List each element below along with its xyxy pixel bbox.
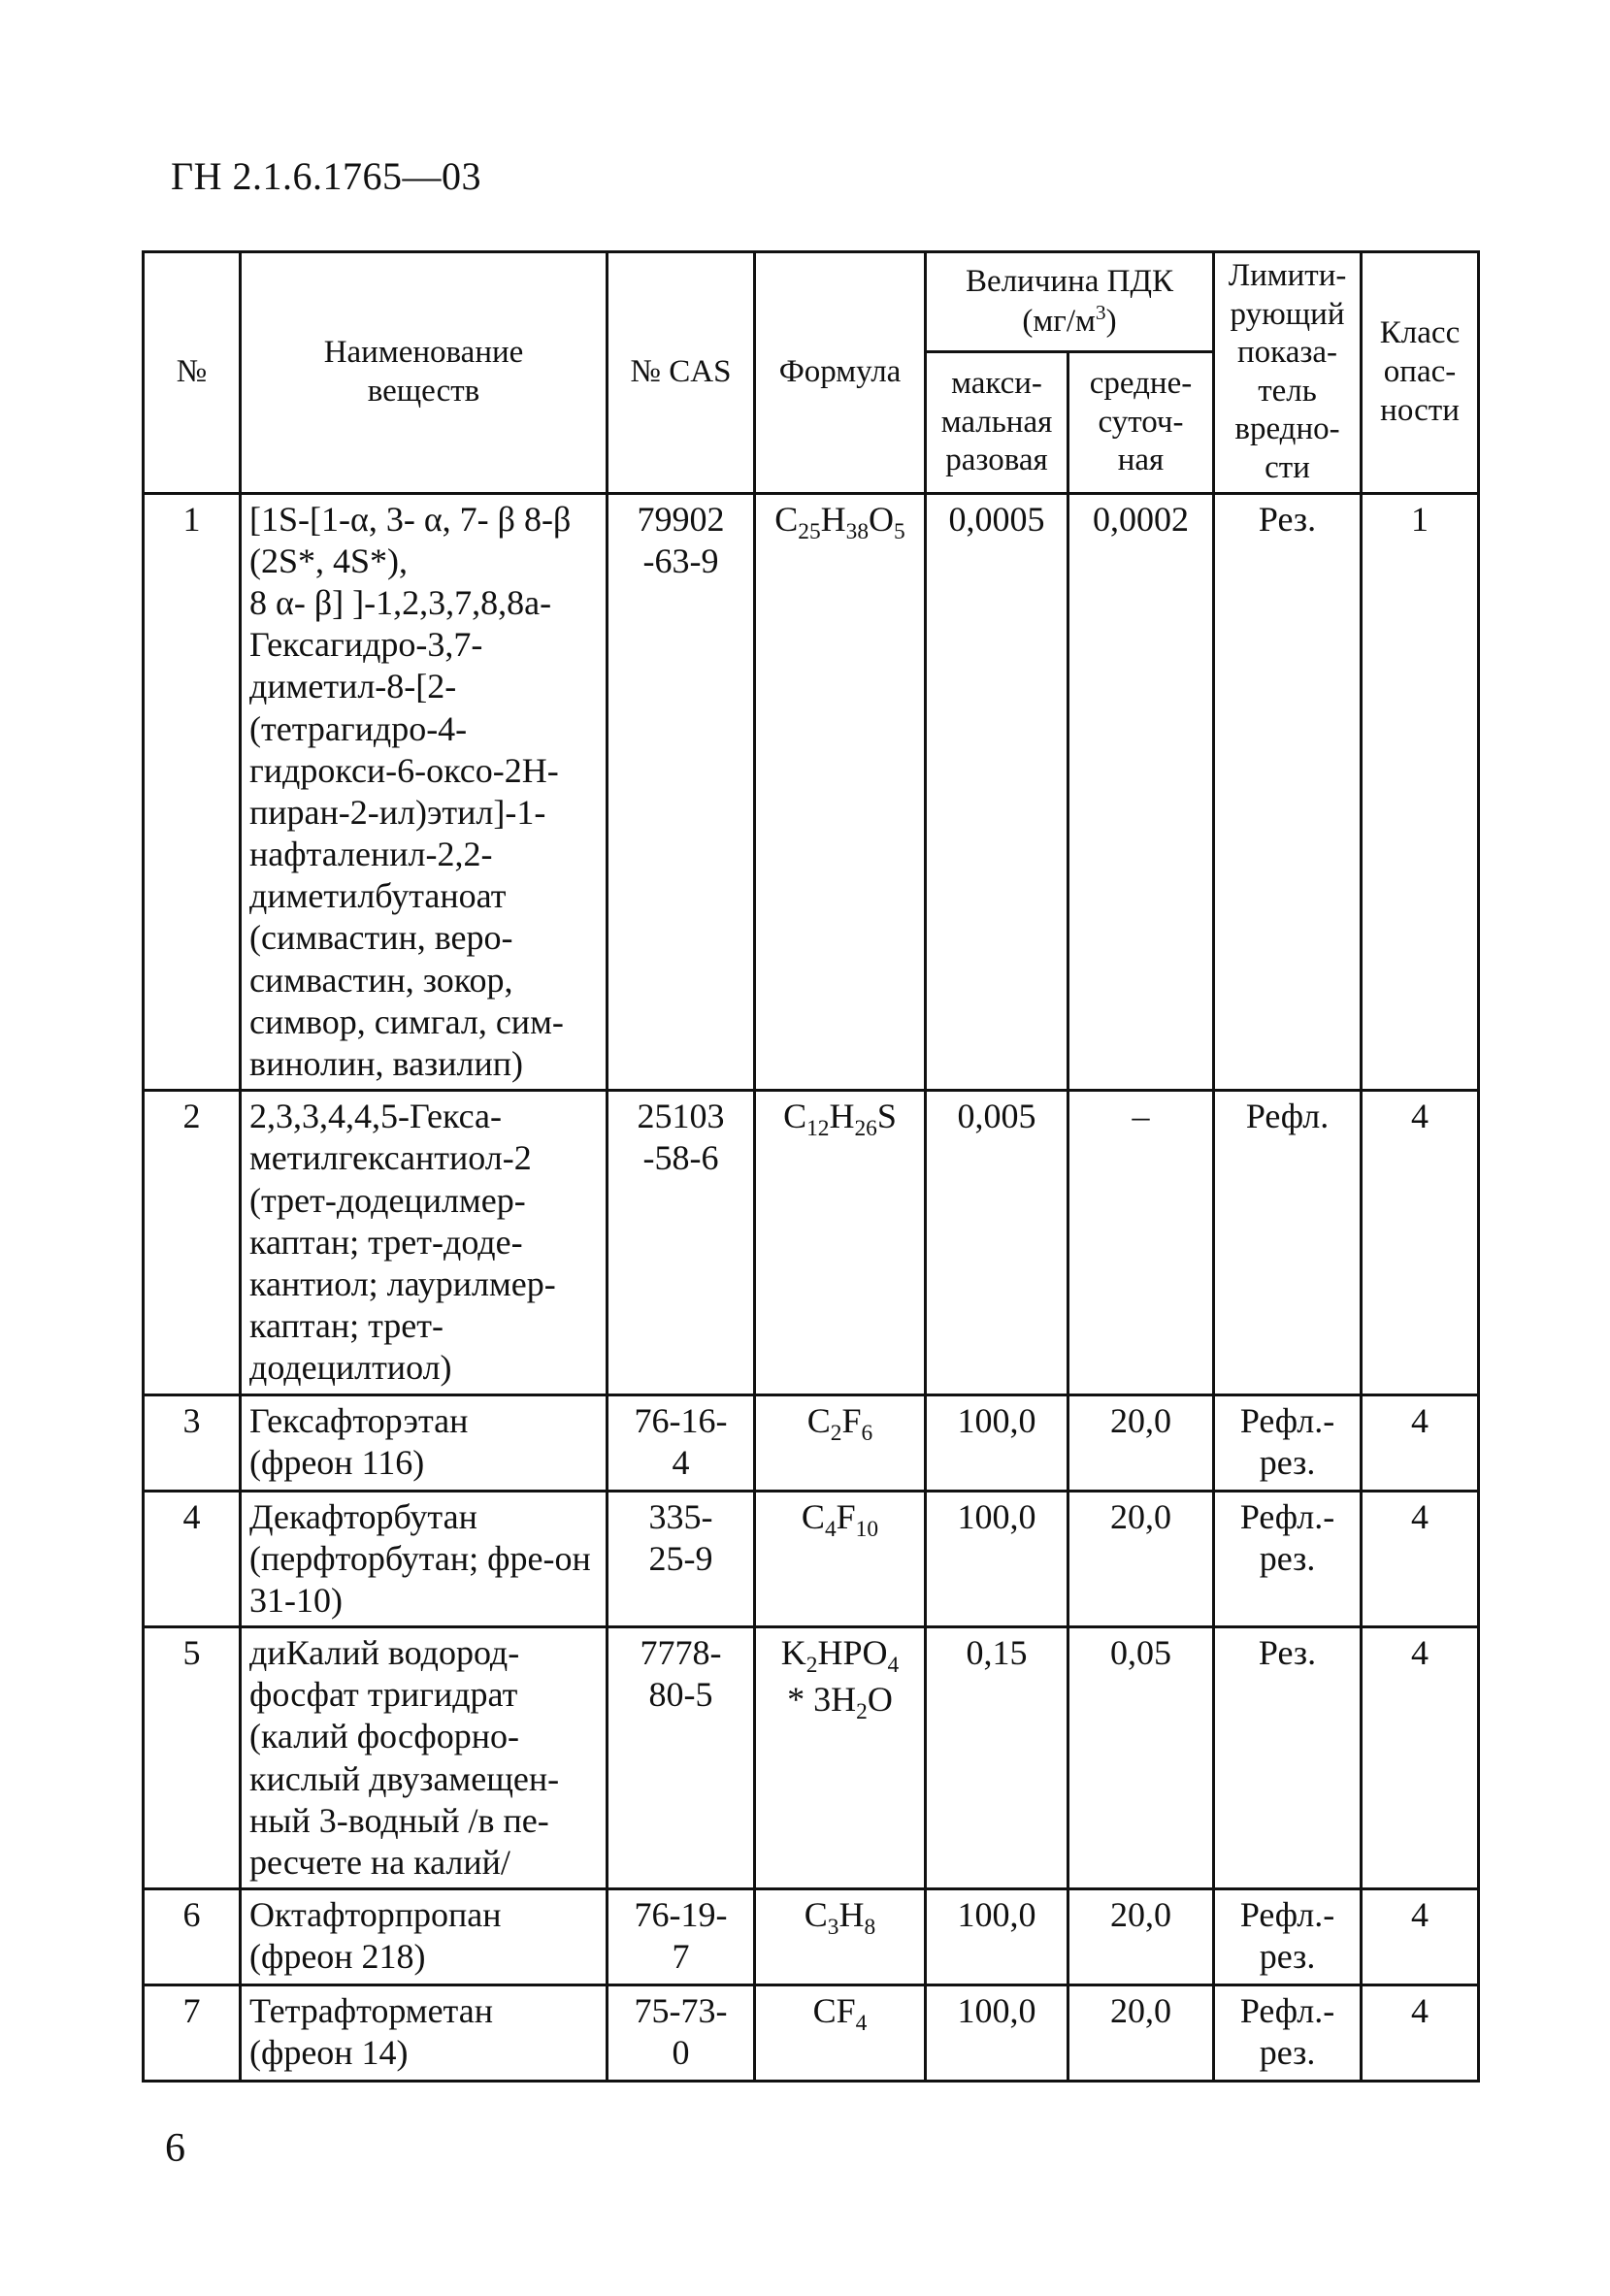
cell-no: 6 (144, 1889, 241, 1985)
cas-number: 76-16-4 (634, 1400, 728, 1482)
formula-part: K (780, 1633, 806, 1673)
limiting-indicator: Рефл.- рез. (1239, 1991, 1335, 2073)
formula-part: H (820, 499, 846, 539)
formula-part: C (804, 1895, 828, 1935)
formula-sub: 25 (798, 518, 821, 544)
cell-class: 4 (1362, 1889, 1479, 1985)
formula-line-1 (764, 1632, 916, 1679)
formula-sub: 2 (830, 1420, 842, 1446)
formula-sub: 3 (827, 1915, 839, 1941)
cell-limiting (1214, 1491, 1362, 1627)
header-limiting-line2: рующий (1230, 296, 1345, 332)
limiting-indicator: Рефл. (1245, 1097, 1330, 1136)
table-header (144, 252, 1479, 494)
header-limiting-line4: тель (1258, 373, 1317, 409)
cas-number: 79902-63-9 (637, 499, 725, 580)
cell-max: 0,0005 (926, 493, 1068, 1091)
formula-part: O (869, 499, 895, 539)
substance-name: Октафторпропан (фреон 218) (249, 1895, 502, 1977)
header-cas-label: № CAS (630, 353, 732, 389)
formula-part: O (867, 1680, 893, 1720)
table-row (144, 1394, 1479, 1491)
substance-name: Тетрафторметан (фреон 14) (249, 1991, 493, 2073)
cell-name (241, 1091, 608, 1394)
header-class-line2: опас- (1383, 353, 1457, 389)
formula-sub: 12 (806, 1116, 830, 1142)
formula-sub: 10 (855, 1516, 879, 1542)
limiting-indicator: Рефл.- рез. (1239, 1496, 1335, 1578)
header-avg-line3: ная (1117, 443, 1165, 478)
cell-max: 100,0 (926, 1889, 1068, 1985)
header-avg-line2: суточ- (1098, 404, 1184, 440)
cell-limiting (1214, 1091, 1362, 1394)
formula-sub: 26 (854, 1116, 877, 1142)
cell-class: 4 (1362, 1627, 1479, 1889)
header-cas (608, 252, 755, 494)
mac-table (142, 250, 1480, 2083)
cell-limiting (1214, 493, 1362, 1091)
cell-formula (755, 1627, 926, 1889)
cell-class: 4 (1362, 1394, 1479, 1491)
header-no-label: № (176, 353, 208, 389)
formula-sub: 4 (855, 2011, 868, 2037)
table-row (144, 1985, 1479, 2082)
header-mac-line2 (935, 301, 1204, 342)
header-formula-label: Формула (778, 353, 902, 389)
cas-number: 7778-80-5 (640, 1633, 722, 1715)
cell-cas (608, 1394, 755, 1491)
header-mac-unit-sup: 3 (1095, 301, 1106, 325)
formula-part: C (774, 499, 799, 539)
cell-cas (608, 1491, 755, 1627)
formula-sub: 2 (805, 1653, 818, 1679)
cell-avg: 20,0 (1068, 1394, 1214, 1491)
cas-number: 335-25-9 (648, 1496, 713, 1578)
table-row (144, 493, 1479, 1091)
cell-cas (608, 1985, 755, 2082)
cell-limiting (1214, 1985, 1362, 2082)
cell-max: 0,15 (926, 1627, 1068, 1889)
cell-name (241, 493, 608, 1091)
cell-name (241, 1394, 608, 1491)
header-avg (1068, 352, 1214, 493)
formula-part: S (876, 1097, 897, 1136)
cell-limiting (1214, 1627, 1362, 1889)
formula-part: C (783, 1097, 807, 1136)
cell-cas (608, 1627, 755, 1889)
cell-formula (755, 1091, 926, 1394)
header-max-line3: разовая (945, 443, 1048, 478)
header-mac-group (926, 252, 1214, 352)
cell-avg: – (1068, 1091, 1214, 1394)
cell-max: 100,0 (926, 1985, 1068, 2082)
cell-name (241, 1491, 608, 1627)
cell-max: 100,0 (926, 1491, 1068, 1627)
header-no (144, 252, 241, 494)
limiting-indicator: Рефл.- рез. (1239, 1895, 1335, 1977)
cell-avg: 0,0002 (1068, 493, 1214, 1091)
table-row (144, 1491, 1479, 1627)
table-row (144, 1627, 1479, 1889)
cell-name (241, 1889, 608, 1985)
header-limiting-line1: Лимити- (1228, 258, 1347, 293)
cell-avg: 20,0 (1068, 1985, 1214, 2082)
formula-sub: 2 (856, 1699, 868, 1725)
cell-cas (608, 1889, 755, 1985)
substance-name: Декафторбутан (перфторбутан; фре-он 31-10) (249, 1496, 591, 1620)
cell-class: 4 (1362, 1491, 1479, 1627)
cell-class: 4 (1362, 1091, 1479, 1394)
header-mac-unit-end: ) (1105, 304, 1117, 340)
cell-cas (608, 493, 755, 1091)
formula-part: H (829, 1097, 855, 1136)
header-class-line3: ности (1380, 392, 1460, 428)
cell-no: 1 (144, 493, 241, 1091)
cell-no: 7 (144, 1985, 241, 2082)
cell-no: 3 (144, 1394, 241, 1491)
cell-max: 0,005 (926, 1091, 1068, 1394)
header-max-line1: макси- (951, 366, 1042, 401)
formula-sub: 4 (824, 1516, 837, 1542)
cell-limiting (1214, 1394, 1362, 1491)
cell-avg: 0,05 (1068, 1627, 1214, 1889)
substance-name: 2,3,3,4,4,5-Гекса-метилгексантиол-2 (трет-додецилмер-каптан; трет-доде-кантиол; лаурилмер-каптан; трет-додецилтиол) (249, 1097, 556, 1388)
cell-class: 4 (1362, 1985, 1479, 2082)
header-class (1362, 252, 1479, 494)
formula-sub: 6 (861, 1420, 873, 1446)
substance-name: Гексафторэтан (фреон 116) (249, 1400, 469, 1482)
formula-part: CF (812, 1991, 856, 2031)
formula-line-2 (764, 1679, 916, 1725)
table-body (144, 493, 1479, 2082)
table-row (144, 1091, 1479, 1394)
cell-formula (755, 1985, 926, 2082)
header-name-line1: Наименование (323, 335, 524, 371)
cell-cas (608, 1091, 755, 1394)
cell-formula (755, 1491, 926, 1627)
formula-sub: 8 (864, 1915, 876, 1941)
limiting-indicator: Рез. (1258, 499, 1317, 539)
substance-name: диКалий водород-фосфат тригидрат (калий фосфорно-кислый двузамещен-ный 3-водный /в пе-ресчете на калий/ (249, 1633, 560, 1882)
cell-no: 2 (144, 1091, 241, 1394)
table-row (144, 1889, 1479, 1985)
header-limiting (1214, 252, 1362, 494)
formula-part: F (841, 1400, 862, 1440)
cas-number: 76-19-7 (634, 1895, 728, 1977)
formula-part: HPO (817, 1633, 888, 1673)
header-avg-line1: средне- (1089, 366, 1193, 401)
header-name-line2: веществ (367, 373, 480, 409)
document-code: ГН 2.1.6.1765—03 (171, 154, 482, 198)
cell-no: 4 (144, 1491, 241, 1627)
header-mac-line1: Величина ПДК (966, 263, 1173, 299)
page-number: 6 (165, 2126, 185, 2171)
formula-part: C (801, 1496, 825, 1536)
header-limiting-line5: вредно- (1234, 411, 1340, 447)
formula-part: H (838, 1895, 865, 1935)
cell-formula (755, 1394, 926, 1491)
cell-name (241, 1985, 608, 2082)
cell-avg: 20,0 (1068, 1889, 1214, 1985)
formula-part: F (836, 1496, 856, 1536)
header-max-line2: мальная (940, 404, 1053, 440)
substance-name: [1S-[1-α, 3- α, 7- β 8-β (2S*, 4S*), 8 α- β] ]-1,2,3,7,8,8а-Гексагидро-3,7-диметил-8-[2-(тетрагидро-4-гидрокси-6-оксо-2Н-пиран-2-ил)этил]-1-нафталенил-2,2-диметилбутаноат (симвастин, веро-симвастин, зокор, симвор, симгал, сим-винолин, вазилип) (249, 499, 572, 1083)
limiting-indicator: Рефл.- рез. (1239, 1400, 1335, 1482)
header-max (926, 352, 1068, 493)
formula-sub: 5 (894, 518, 905, 544)
cell-avg: 20,0 (1068, 1491, 1214, 1627)
cell-formula (755, 493, 926, 1091)
header-limiting-line6: сти (1265, 449, 1310, 485)
header-name (241, 252, 608, 494)
cas-number: 25103-58-6 (637, 1097, 725, 1178)
cell-formula (755, 1889, 926, 1985)
formula-sub: 4 (887, 1653, 900, 1679)
header-formula (755, 252, 926, 494)
limiting-indicator: Рез. (1258, 1633, 1317, 1673)
formula-sub: 38 (845, 518, 870, 544)
cell-class: 1 (1362, 493, 1479, 1091)
formula-part: C (806, 1400, 831, 1440)
cell-name (241, 1627, 608, 1889)
cell-max: 100,0 (926, 1394, 1068, 1491)
header-limiting-line3: показа- (1237, 335, 1338, 371)
cas-number: 75-73-0 (634, 1991, 728, 2073)
formula-part: * 3H (787, 1680, 857, 1720)
header-mac-unit: (мг/м (1022, 304, 1096, 340)
cell-no: 5 (144, 1627, 241, 1889)
cell-limiting (1214, 1889, 1362, 1985)
header-class-line1: Класс (1379, 315, 1461, 351)
